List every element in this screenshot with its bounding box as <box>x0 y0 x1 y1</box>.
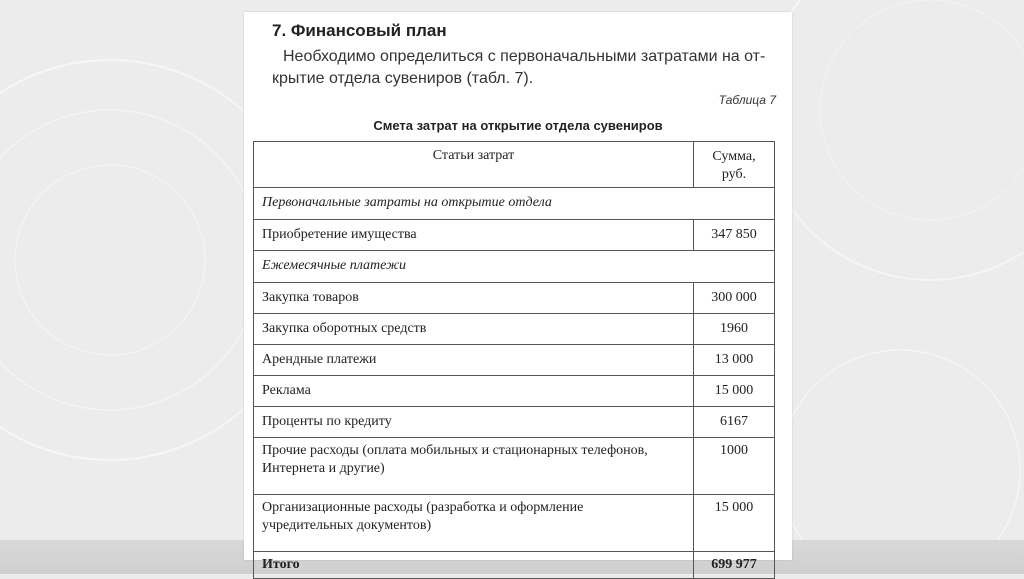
section-row <box>254 251 775 283</box>
section-row <box>254 188 775 220</box>
row-amount: 1000 <box>694 438 775 495</box>
row-label: Проценты по кредиту <box>254 407 694 438</box>
table-row <box>254 376 775 407</box>
row-label: Реклама <box>254 376 694 407</box>
row-label: Закупка товаров <box>254 283 694 314</box>
row-label: Арендные платежи <box>254 345 694 376</box>
intro-line-2: крытие отдела сувениров (табл. 7). <box>272 70 534 87</box>
table-row <box>254 345 775 376</box>
table-row <box>254 220 775 251</box>
column-header-item: Статьи затрат <box>254 142 694 188</box>
intro-paragraph <box>272 46 782 90</box>
section-label: Ежемесячные платежи <box>254 251 775 283</box>
section-label: Первоначальные затраты на открытие отдела <box>254 188 775 220</box>
table-row <box>254 314 775 345</box>
table-row <box>254 407 775 438</box>
total-amount: 699 977 <box>694 552 775 579</box>
table-row <box>254 438 775 495</box>
row-amount: 1960 <box>694 314 775 345</box>
column-header-amount <box>694 142 775 188</box>
table-title: Смета затрат на открытие отдела сувениров <box>373 118 663 133</box>
row-amount: 15 000 <box>694 376 775 407</box>
row-amount: 300 000 <box>694 283 775 314</box>
row-amount: 13 000 <box>694 345 775 376</box>
row-label: Приобретение имущества <box>254 220 694 251</box>
row-label-line-2: учредительных документов) <box>262 518 432 533</box>
row-amount: 15 000 <box>694 495 775 552</box>
row-label-line-1: Прочие расходы (оплата мобильных и стационарных телефонов, <box>262 443 648 458</box>
row-label-line-1: Организационные расходы (разработка и оформление <box>262 500 584 515</box>
row-amount: 347 850 <box>694 220 775 251</box>
intro-line-1: Необходимо определиться с первоначальными затратами на от- <box>283 48 766 65</box>
total-row <box>254 552 775 579</box>
total-label: Итого <box>254 552 694 579</box>
row-label <box>254 438 694 495</box>
row-label-line-2: Интернета и другие) <box>262 461 385 476</box>
table-header-row <box>254 142 775 188</box>
row-label: Закупка оборотных средств <box>254 314 694 345</box>
document-page <box>244 12 792 572</box>
amount-header-line-1: Сумма, <box>712 149 756 164</box>
cost-estimate-table <box>253 141 775 579</box>
table-row <box>254 495 775 552</box>
row-label <box>254 495 694 552</box>
section-heading: 7. Финансовый план <box>272 21 447 40</box>
table-row <box>254 283 775 314</box>
table-number-label: Таблица 7 <box>718 93 776 107</box>
amount-header-line-2: руб. <box>721 167 747 182</box>
row-amount: 6167 <box>694 407 775 438</box>
